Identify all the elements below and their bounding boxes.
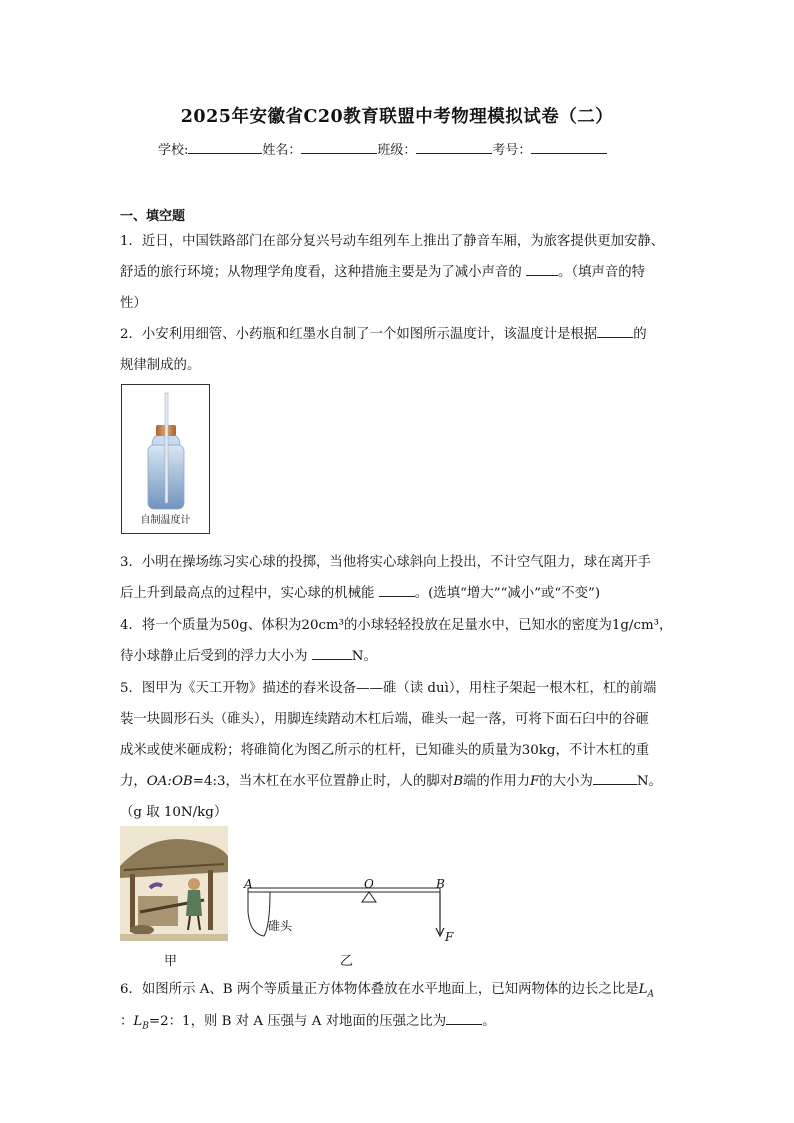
q6-colon: ：: [120, 1014, 134, 1029]
q6-text-c: 。: [482, 1014, 496, 1029]
lever-label-b: B: [436, 877, 445, 891]
q6-line1: [120, 978, 654, 1000]
q1-text-b: 。（填声音的特: [557, 265, 646, 280]
lever-label-f: F: [445, 930, 454, 944]
q2-line2: 规律制成的。: [120, 358, 201, 373]
q5-ratio: OA:OB: [146, 774, 193, 789]
q5-answer-blank: [593, 772, 637, 785]
q5-line3: 成米或使米砸成粉；将碓简化为图乙所示的杠杆，已知碓头的质量为30kg，不计木杠的重: [120, 743, 650, 758]
q4-line1: 4．将一个质量为50g、体积为20cm³的小球轻轻投放在足量水中，已知水的密度为1g/cm³，: [120, 618, 673, 633]
name-blank: [301, 141, 377, 154]
q5-text-e: N。: [636, 774, 662, 789]
q2-text-b: 的: [633, 327, 647, 342]
q6-subscript-b: B: [142, 1021, 149, 1032]
thermometer-caption: 自制温度计: [140, 515, 191, 526]
rice-pounder-illustration-icon: [120, 826, 228, 941]
lever-beam: [248, 888, 440, 892]
q5-text-b: =4:3，当木杠在水平位置静止时，人的脚对: [192, 774, 454, 789]
q5-text-d: 的大小为: [539, 774, 593, 789]
q5-text-a: 力，: [120, 774, 147, 789]
page-title: 2025年安徽省C20教育联盟中考物理模拟试卷（二）: [180, 107, 614, 127]
q2-line1: [120, 323, 647, 342]
q3-line1: 3．小明在操场练习实心球的投掷，当他将实心球斜向上投出，不计空气阻力，球在离开手: [120, 555, 651, 570]
q4-text-b: N。: [351, 649, 377, 664]
q6-length-l2: L: [133, 1014, 143, 1029]
fulcrum-icon: [362, 892, 376, 902]
pounder-head-label: 碓头: [268, 919, 293, 933]
q3-text-a: 后上升到最高点的过程中，实心球的机械能: [120, 586, 375, 601]
q5-line5: （g 取 10N/kg）: [120, 805, 228, 820]
q6-subscript-a: A: [647, 989, 655, 1000]
q6-answer-blank: [446, 1012, 482, 1025]
exam-no-blank: [531, 141, 607, 154]
pounding-illustration: [120, 826, 228, 941]
q6-length-l: L: [638, 982, 648, 997]
school-label: 学校:: [158, 143, 189, 158]
lever-label-a: A: [244, 877, 253, 891]
q1-answer-blank: [526, 263, 558, 276]
exam-no-label: 考号：: [492, 143, 532, 158]
q5-line2: 装一块圆形石头（碓头），用脚连续踏动木杠后端，碓头一起一落，可将下面石臼中的谷砸: [120, 712, 649, 727]
q5-text-c: 端的作用力: [463, 774, 530, 789]
q5-line1: 5．图甲为《天工开物》描述的舂米设备——碓（读 duì），用柱子架起一根木杠，杠的前端: [120, 681, 657, 696]
q3-answer-blank: [379, 584, 415, 597]
q2-answer-blank: [597, 325, 633, 338]
figure-yi-label: 乙: [340, 954, 354, 969]
q5-point-b: B: [453, 774, 464, 789]
q6-text-a: 6．如图所示 A、B 两个等质量正方体物体叠放在水平地面上，已知两物体的边长之比是: [120, 982, 639, 997]
q3-line2: [120, 582, 600, 601]
student-info-row: [158, 139, 607, 158]
figure-jia-label: 甲: [164, 954, 178, 969]
q4-answer-blank: [312, 647, 352, 660]
q4-text-a: 待小球静止后受到的浮力大小为: [120, 649, 308, 664]
school-blank: [188, 141, 262, 154]
q1-line3: 性）: [120, 296, 147, 311]
thermometer-figure: [121, 384, 210, 534]
q2-text-a: 2．小安利用细管、小药瓶和红墨水自制了一个如图所示温度计，该温度计是根据: [120, 327, 598, 342]
class-label: 班级：: [377, 143, 417, 158]
q5-line4: [120, 770, 662, 789]
q1-text-a: 舒适的旅行环境；从物理学角度看，这种措施主要是为了减小声音的: [120, 265, 522, 280]
lever-label-o: O: [364, 877, 374, 891]
q3-text-b: 。(选填“增大”“减小”或“不变”): [414, 586, 601, 601]
q1-line2: [120, 261, 645, 280]
pounder-head-shape: [248, 892, 270, 936]
q4-line2: [120, 645, 377, 664]
q6-text-b: =2：1，则 B 对 A 压强与 A 对地面的压强之比为: [148, 1014, 447, 1029]
class-blank: [416, 141, 492, 154]
name-label: 姓名：: [262, 143, 302, 158]
q6-line2: [120, 1010, 496, 1032]
q1-line1: 1．近日，中国铁路部门在部分复兴号动车组列车上推出了静音车厢，为旅客提供更加安静、: [120, 234, 665, 249]
section-heading: 一、填空题: [120, 209, 186, 224]
q5-force-f: F: [529, 774, 540, 789]
